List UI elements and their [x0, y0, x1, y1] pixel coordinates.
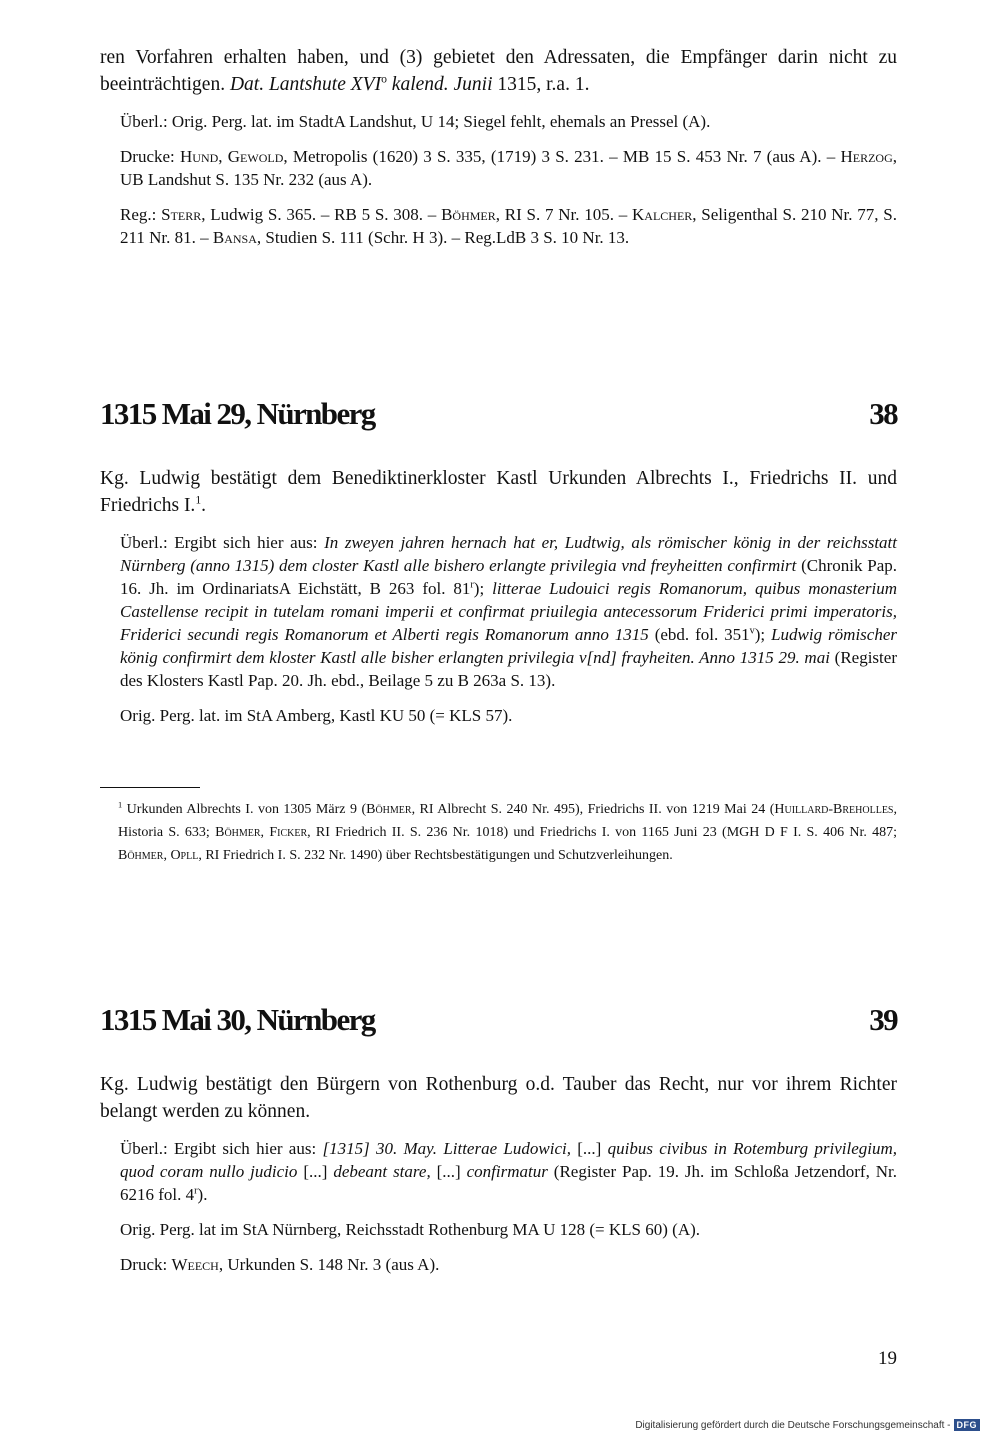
text-run: [...]	[430, 1162, 467, 1181]
footnote-number: 1	[118, 800, 123, 810]
dfg-logo-icon: DFG	[954, 1419, 981, 1431]
author-name: Böhmer	[441, 205, 496, 224]
entry-number: 39	[869, 1002, 897, 1037]
text-run: Reg.:	[120, 205, 162, 224]
continued-text	[100, 44, 897, 98]
uberl-note: Überl.: Orig. Perg. lat. im StadtA Landshut, U 14; Siegel fehlt, ehemals an Pressel (A).	[120, 112, 711, 131]
footnote-separator	[100, 787, 200, 788]
entry-38-heading	[100, 396, 897, 436]
text-run: , RI Friedrich I. S. 232 Nr. 1490) über Rechtsbestätigungen und Schutzverleihungen.	[198, 848, 673, 863]
author-name: Böhmer, Opll	[118, 848, 199, 863]
author-name: Kalcher	[632, 205, 693, 224]
author-name: Bansa	[212, 228, 257, 247]
italic-run: litterae Ludouici regis Romanorum, quibus monasterium Castellense recipit in tutelam romani imperii et confirmat priuilegia antecessorum Friderici primi imperatoris, Friderici secundi regis Romanorum et Alberti regis Romanorum anno 1315	[120, 579, 897, 644]
author-name: Weech	[171, 1255, 219, 1274]
text-run: (ebd. fol. 351	[648, 625, 750, 644]
uberl-note	[100, 1137, 897, 1206]
text-run: , RI Friedrich II. S. 236 Nr. 1018) und Friedrichs I. von 1165 Juni 23 (MGH D F I. S. 406 Nr. 487;	[307, 825, 898, 840]
text-run: );	[754, 625, 772, 644]
text-run: , RI S. 7 Nr. 105. –	[495, 205, 633, 224]
text-run: , Ludwig S. 365. – RB 5 S. 308. –	[201, 205, 442, 224]
text-run: , Seligenthal S. 210 Nr. 77, S. 211 Nr. 81. –	[120, 205, 897, 247]
footnote-ref: 1	[195, 493, 202, 507]
italic-run: kalend. Junii	[386, 74, 493, 95]
text-run: [...]	[570, 1139, 608, 1158]
text-run: [...]	[297, 1162, 334, 1181]
italic-run: debeant stare,	[333, 1162, 431, 1181]
text-run: , Urkunden S. 148 Nr. 3 (aus A).	[218, 1255, 440, 1274]
italic-run: [1315] 30. May. Litterae Ludowici,	[322, 1139, 571, 1158]
text-run: .	[201, 495, 207, 516]
orig-note: Orig. Perg. lat. im StA Amberg, Kastl KU 50 (= KLS 57).	[120, 706, 513, 725]
text-run: ).	[197, 1185, 208, 1204]
author-name: Herzog	[840, 147, 893, 166]
text-run: Überl.: Ergibt sich hier aus:	[120, 533, 325, 552]
entry-38-body	[100, 465, 897, 727]
text-run: , Studien S. 111 (Schr. H 3). – Reg.LdB 3 S. 10 Nr. 13.	[256, 228, 630, 247]
text-run: );	[473, 579, 493, 598]
author-name: Böhmer, Ficker	[215, 825, 308, 840]
italic-run: Ludwig römischer könig confirmirt dem kloster Kastl alle bisher erlangten privilegia v[nd] frayheiten. Anno 1315 29. mai	[120, 625, 897, 667]
text-run: (Chronik Pap. 16. Jh. im OrdinariatsA Eichstätt, B 263 fol. 81	[120, 556, 897, 598]
text-run: ren Vorfahren erhalten haben, und (3) gebietet den Adressaten, die Empfänger darin nicht zu beeinträchtigen.	[100, 47, 897, 95]
text-run: , UB Landshut S. 135 Nr. 232 (aus A).	[120, 147, 897, 189]
italic-run: In zweyen jahren hernach hat er, Ludtwig, als römischer könig in der reichsstatt Nürnberg (anno 1315) dem closter Kastl alle bishero erlangte privilegia vnd freyheitten confirmirt	[120, 533, 897, 575]
author-name: Hund, Gewold	[180, 147, 284, 166]
entry-summary: Kg. Ludwig bestätigt den Bürgern von Rothenburg o.d. Tauber das Recht, nur vor ihrem Richter belangt werden zu können.	[100, 1074, 897, 1122]
footnote	[100, 798, 897, 867]
entry-title: 1315 Mai 30, Nürnberg	[100, 1002, 375, 1037]
text-run: (Register des Klosters Kastl Pap. 20. Jh. ebd., Beilage 5 zu B 263a S. 13).	[120, 648, 897, 690]
superscript: v	[749, 625, 755, 637]
text-run: (Register Pap. 19. Jh. im Schloßа Jetzendorf, Nr. 6216 fol. 4	[120, 1162, 897, 1204]
italic-run: Dat. Lantshute XVI	[229, 74, 382, 95]
italic-run: quibus civibus in Rotemburg privilegium, quod coram nullo judicio	[120, 1139, 897, 1181]
text-run: Drucke:	[120, 147, 180, 166]
footnote-text	[100, 798, 897, 867]
page-number: 19	[878, 1348, 897, 1369]
druck-note	[100, 1253, 897, 1276]
text-run: , Metropolis (1620) 3 S. 335, (1719) 3 S. 231. – MB 15 S. 453 Nr. 7 (aus A). –	[283, 147, 841, 166]
entry-39-body	[100, 1071, 897, 1276]
drucke-note	[100, 145, 897, 191]
text-run: Druck:	[120, 1255, 172, 1274]
author-name: Sterr	[161, 205, 202, 224]
continued-entry	[100, 44, 897, 249]
text-run: 1315, r.a. 1.	[492, 74, 590, 95]
italic-run: confirmatur	[466, 1162, 548, 1181]
dfg-footer	[635, 1419, 980, 1431]
superscript: r	[194, 1185, 198, 1197]
author-name: Böhmer	[366, 802, 412, 817]
orig-note: Orig. Perg. lat im StA Nürnberg, Reichsstadt Rothenburg MA U 128 (= KLS 60) (A).	[120, 1220, 701, 1239]
uberl-note	[100, 531, 897, 692]
text-run: Kg. Ludwig bestätigt dem Benediktinerkloster Kastl Urkunden Albrechts I., Friedrichs II. und Friedrichs I.	[100, 468, 897, 516]
text-run: Überl.: Ergibt sich hier aus:	[120, 1139, 323, 1158]
entry-number: 38	[869, 396, 897, 431]
superscript: r	[470, 579, 474, 591]
entry-summary	[100, 465, 897, 519]
reg-note	[100, 203, 897, 249]
text-run: , Historia S. 633;	[118, 802, 897, 840]
footer-text: Digitalisierung gefördert durch die Deutsche Forschungsgemeinschaft -	[635, 1419, 951, 1431]
superscript: o	[381, 72, 387, 86]
entry-39-heading	[100, 1002, 897, 1042]
text-run: Urkunden Albrechts I. von 1305 März 9 (	[122, 802, 367, 817]
text-run: , RI Albrecht S. 240 Nr. 495), Friedrichs II. von 1219 Mai 24 (	[411, 802, 775, 817]
entry-title: 1315 Mai 29, Nürnberg	[100, 396, 375, 431]
author-name: Huillard-Breholles	[774, 802, 894, 817]
